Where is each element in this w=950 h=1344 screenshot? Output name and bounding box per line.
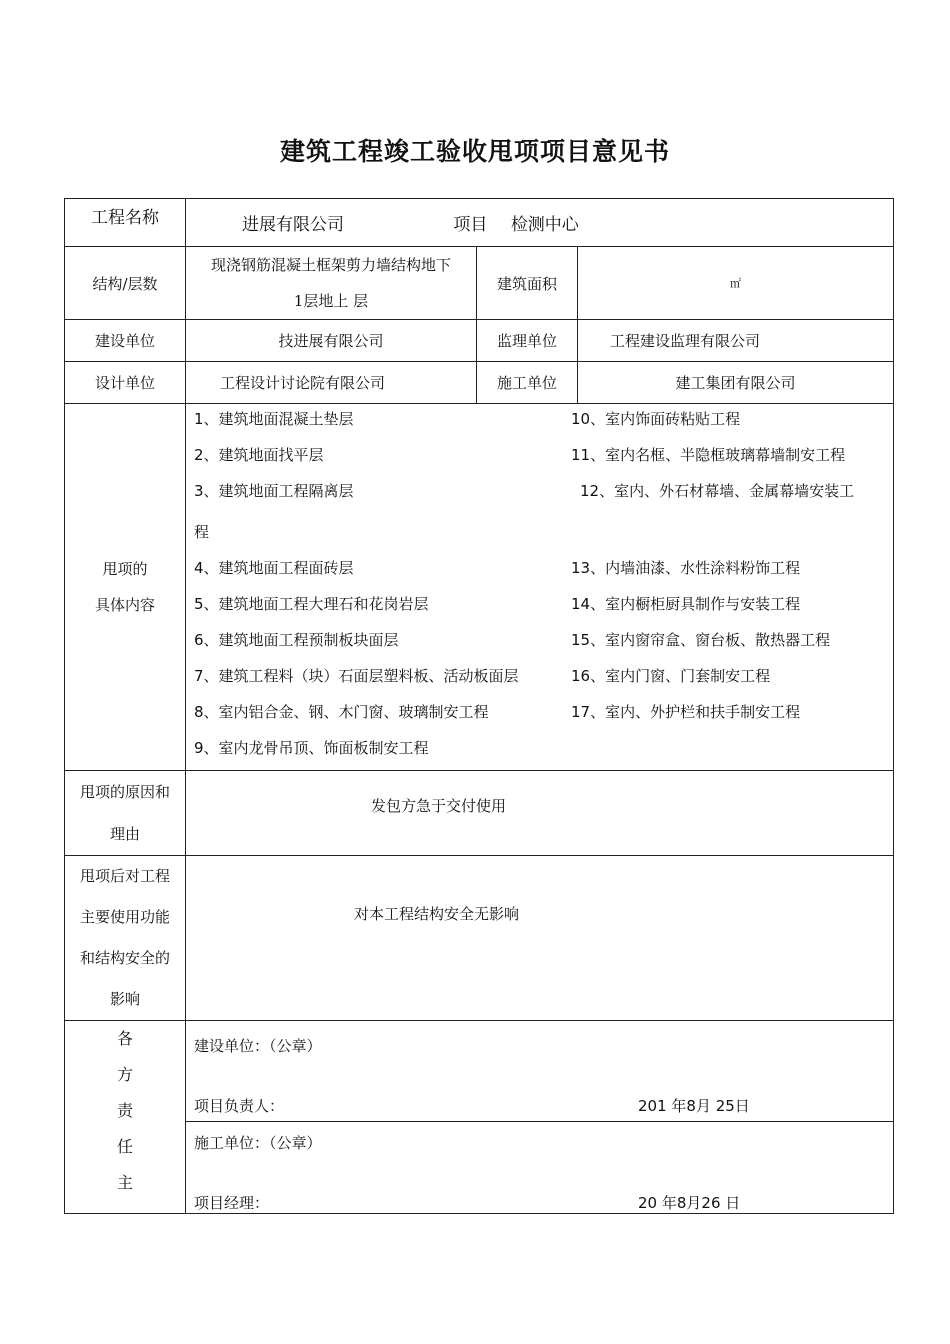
- build-unit-label: 建设单位: [65, 320, 186, 362]
- parties-label-char: 方: [116, 1065, 133, 1084]
- details-label-line1: 甩项的: [102, 560, 148, 578]
- structure-label: 结构/层数: [65, 247, 186, 320]
- list-item: 4、建筑地面工程面砖层: [194, 559, 354, 577]
- row-structure: [65, 247, 894, 320]
- row-design-unit: [65, 362, 894, 404]
- list-item: 6、建筑地面工程预制板块面层: [194, 631, 399, 649]
- parties-label-char: 主: [116, 1173, 133, 1192]
- list-item: 17、室内、外护栏和扶手制安工程: [571, 703, 801, 721]
- impact-label-line: 甩项后对工程: [79, 867, 170, 885]
- impact-label: [65, 856, 186, 1021]
- construct-unit-label: 施工单位: [477, 362, 578, 404]
- construct-date: 20 年8月26 日: [638, 1194, 741, 1212]
- list-item: 15、室内窗帘盒、窗台板、散热器工程: [571, 631, 831, 649]
- build-unit-value: 技进展有限公司: [186, 320, 477, 362]
- row-impact: [65, 856, 894, 1021]
- list-item: 14、室内橱柜厨具制作与安装工程: [571, 595, 801, 613]
- project-name-value: [186, 199, 894, 247]
- supervise-unit-value: 工程建设监理有限公司: [578, 320, 894, 362]
- build-signature-cell: [186, 1021, 894, 1122]
- design-unit-label: 设计单位: [65, 362, 186, 404]
- list-item: 8、室内铝合金、钢、木门窗、玻璃制安工程: [194, 703, 489, 721]
- document-title: 建筑工程竣工验收甩项项目意见书: [279, 137, 670, 166]
- reason-label-line2: 理由: [109, 825, 140, 843]
- list-item: 11、室内名框、半隐框玻璃幕墙制安工程: [571, 446, 846, 464]
- reason-label: [65, 771, 186, 856]
- list-item: 1、建筑地面混凝土垫层: [194, 410, 354, 428]
- details-label: [65, 404, 186, 771]
- impact-label-line: 主要使用功能: [79, 908, 170, 926]
- parties-label: [65, 1021, 186, 1214]
- list-item: 3、建筑地面工程隔离层: [194, 482, 354, 500]
- design-unit-value: 工程设计讨论院有限公司: [186, 362, 477, 404]
- row-reason: [65, 771, 894, 856]
- structure-value-line2: 1层地上 层: [293, 292, 369, 310]
- impact-label-line: 影响: [109, 990, 140, 1008]
- row-signature-build: [65, 1021, 894, 1122]
- project-name-label: 工程名称: [65, 199, 186, 247]
- area-label: 建筑面积: [477, 247, 578, 320]
- supervise-unit-label: 监理单位: [477, 320, 578, 362]
- construct-person-label: 项目经理：: [194, 1194, 270, 1212]
- structure-value: [186, 247, 477, 320]
- build-person-label: 项目负责人：: [194, 1097, 285, 1115]
- list-item: 5、建筑地面工程大理石和花岗岩层: [194, 595, 429, 613]
- list-item: 13、内墙油漆、水性涂料粉饰工程: [571, 559, 801, 577]
- project-center: 检测中心: [510, 215, 579, 235]
- structure-value-line1: 现浇钢筋混凝土框架剪力墙结构地下: [210, 256, 451, 274]
- list-item: 9、室内龙骨吊顶、饰面板制安工程: [194, 739, 429, 757]
- parties-label-char: 责: [116, 1101, 133, 1120]
- row-project-name: [65, 199, 894, 247]
- list-item: 2、建筑地面找平层: [194, 446, 324, 464]
- impact-label-line: 和结构安全的: [79, 949, 170, 967]
- project-company: 进展有限公司: [242, 215, 344, 235]
- details-list: [186, 404, 894, 771]
- construct-seal-label: 施工单位：（公章）: [194, 1134, 322, 1152]
- row-details: [65, 404, 894, 771]
- list-item-wrap: 程: [194, 523, 210, 541]
- impact-value: 对本工程结构安全无影响: [186, 856, 894, 1021]
- list-item: 7、建筑工程料（块）石面层塑料板、活动板面层: [194, 667, 519, 685]
- list-item: 16、室内门窗、门套制安工程: [571, 667, 771, 685]
- parties-label-char: 任: [116, 1137, 133, 1156]
- project-item-label: 项目: [453, 215, 488, 235]
- list-item: 12、室内、外石材幕墙、金属幕墙安装工: [580, 482, 855, 500]
- row-build-unit: [65, 320, 894, 362]
- details-label-line2: 具体内容: [94, 596, 155, 614]
- row-signature-construct: [65, 1122, 894, 1214]
- construct-signature-cell: [186, 1122, 894, 1214]
- acceptance-form-table: [64, 198, 894, 1214]
- parties-label-char: 各: [116, 1029, 133, 1048]
- area-value: ㎡: [578, 247, 894, 320]
- list-item: 10、室内饰面砖粘贴工程: [571, 410, 741, 428]
- build-date: 201 年8月 25日: [638, 1097, 750, 1115]
- reason-label-line1: 甩项的原因和: [79, 783, 170, 801]
- construct-unit-value: 建工集团有限公司: [578, 362, 894, 404]
- reason-value: 发包方急于交付使用: [186, 771, 894, 856]
- build-seal-label: 建设单位：（公章）: [194, 1037, 322, 1055]
